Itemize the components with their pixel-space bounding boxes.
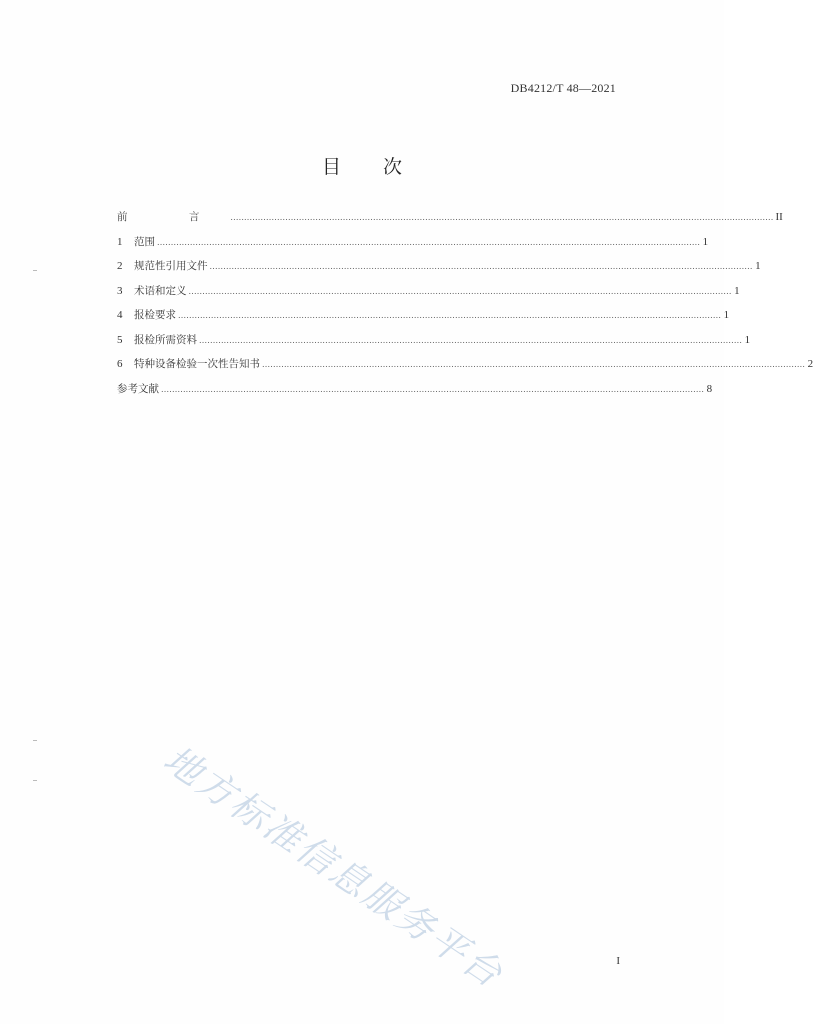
scan-artifact [33, 270, 37, 271]
toc-entry-notification[interactable] [117, 356, 813, 381]
toc-entry-bibliography[interactable] [117, 381, 713, 406]
toc-entry-label: 范围 [134, 235, 155, 248]
scan-artifact [33, 780, 37, 781]
toc-entry-page: 2 [807, 358, 813, 370]
toc-leader-dots: ...................................................................................................................................................................................................... [209, 262, 753, 271]
toc-leader-dots: ...................................................................................................................................................................................................... [188, 286, 732, 296]
toc-entry-page: 8 [706, 382, 713, 395]
toc-entry-page: 1 [744, 333, 751, 346]
toc-entry-page: 1 [702, 235, 709, 248]
toc-entry-label: 参考文献 [117, 382, 159, 395]
toc-entry-required-materials[interactable] [117, 332, 751, 357]
toc-entry-number: 3 [117, 284, 123, 297]
toc-entry-number: 2 [117, 260, 123, 272]
toc-entry-page: 1 [734, 284, 740, 297]
toc-entry-scope[interactable] [117, 234, 709, 259]
toc-entry-number: 4 [117, 309, 123, 321]
table-of-contents [117, 209, 813, 405]
toc-entry-number: 1 [117, 235, 123, 248]
toc-leader-dots: ...................................................................................................................................................................................................... [262, 360, 806, 369]
toc-leader-dots: ...................................................................................................................................................................................................... [230, 213, 774, 222]
toc-entry-page: II [775, 211, 783, 223]
toc-leader-dots: ...................................................................................................................................................................................................... [161, 384, 705, 394]
document-code: DB4212/T 48—2021 [510, 81, 616, 95]
toc-entry-inspection-requirements[interactable] [117, 307, 730, 332]
toc-entry-label: 特种设备检验一次性告知书 [134, 358, 260, 370]
toc-entry-terms-definitions[interactable] [117, 283, 740, 308]
toc-entry-number: 6 [117, 358, 123, 370]
watermark-text: 地方标准信息服务平台 [155, 737, 512, 997]
scan-artifact [33, 740, 37, 741]
toc-entry-label: 报检要求 [134, 309, 176, 321]
page-number: I [616, 955, 620, 967]
toc-leader-dots: ...................................................................................................................................................................................................... [178, 311, 722, 320]
toc-entry-number: 5 [117, 333, 123, 346]
toc-entry-normative-references[interactable] [117, 258, 761, 283]
toc-leader-dots: ...................................................................................................................................................................................................... [157, 237, 701, 247]
toc-entry-foreword[interactable] [117, 209, 783, 234]
toc-leader-dots: ...................................................................................................................................................................................................... [199, 335, 743, 345]
toc-entry-page: 1 [755, 260, 761, 272]
toc-entry-page: 1 [723, 309, 730, 321]
toc-entry-label: 前 言 [117, 211, 229, 223]
toc-entry-label: 术语和定义 [134, 284, 187, 297]
toc-entry-label: 报检所需资料 [134, 333, 197, 346]
toc-entry-label: 规范性引用文件 [134, 260, 208, 272]
page-title: 目 次 [321, 156, 421, 178]
